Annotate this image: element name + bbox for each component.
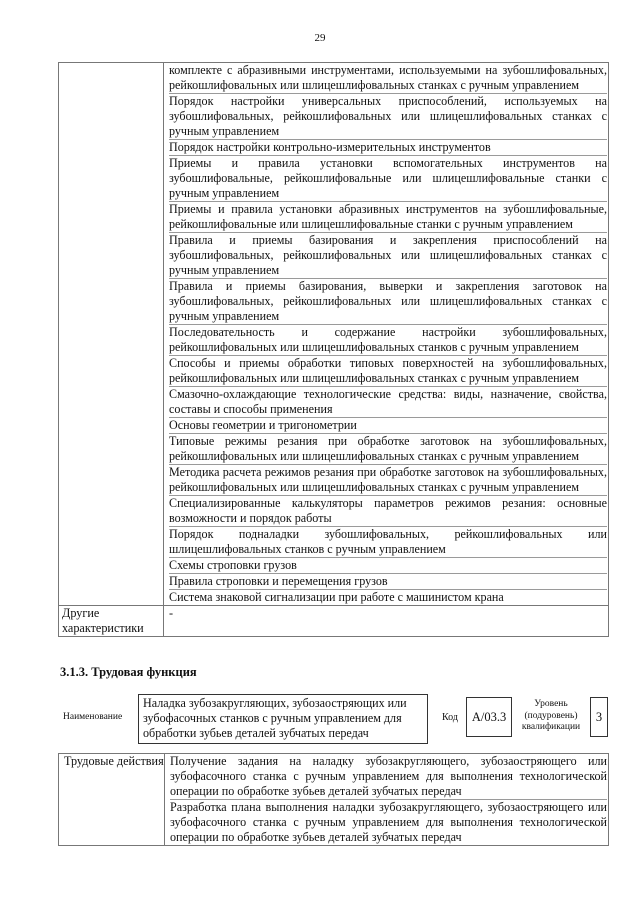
knowledge-item: Смазочно-охлаждающие технологические средства: виды, назначение, свойства, составы и способы применения [169,387,607,416]
function-code-label: Код [442,712,458,723]
section-title: 3.1.3. Трудовая функция [60,665,197,679]
knowledge-item: Приемы и правила установки вспомогательных инструментов на зубошлифовальные, рейкошлифовальные или шлицешлифовальные станки с ручным управлением [169,156,607,200]
knowledge-item: Приемы и правила установки абразивных инструментов на зубошлифовальные, рейкошлифовальные или шлицешлифовальные станки с ручным управлением [169,202,607,231]
knowledge-item: Правила и приемы базирования и закрепления приспособлений на зубошлифовальных, рейкошлифовальных или шлицешлифовальных станках с ручным управлением [169,233,607,277]
other-characteristics-label: Другие характеристики [59,606,164,637]
knowledge-items-cell [164,63,609,606]
knowledge-item: Порядок настройки контрольно-измерительных инструментов [169,140,607,156]
page-number: 29 [314,32,326,44]
knowledge-item: Последовательность и содержание настройки зубошлифовальных, рейкошлифовальных или шлицешлифовальных станков с ручным управлением [169,325,607,354]
knowledge-item: Порядок настройки универсальных приспособлений, используемых на зубошлифовальных, рейкошлифовальных или шлицешлифовальных станках с ручным управлением [169,94,607,138]
knowledge-item: Основы геометрии и тригонометрии [169,418,607,434]
knowledge-item: Порядок подналадки зубошлифовальных, рейкошлифовальных или шлицешлифовальных станков с ручным управлением [169,527,607,556]
knowledge-table [58,62,609,637]
qualification-level-label: Уровень (подуровень) квалификации [521,699,581,732]
qualification-level-box: 3 [590,697,608,737]
knowledge-item: Правила строповки и перемещения грузов [169,574,607,590]
labor-actions-cell [165,754,609,846]
labor-action-item: Разработка плана выполнения наладки зубозакругляющего, зубозаостряющего или зубофасочного станка с ручным управлением для выполнения технологической операции по обработке зубьев деталей зубчатых передач [170,800,607,844]
labor-action-item: Получение задания на наладку зубозакругляющего, зубозаостряющего или зубофасочного станка с ручным управлением для выполнения технологической операции по обработке зубьев деталей зубчатых передач [170,754,607,798]
function-name-box: Наладка зубозакругляющих, зубозаостряющих или зубофасочных станков с ручным управлением для обработки зубьев деталей зубчатых передач [138,694,428,744]
knowledge-item: комплекте с абразивными инструментами, используемыми на зубошлифовальных, рейкошлифовальных или шлицешлифовальных станках с ручным управлением [169,63,607,92]
function-code-box: А/03.3 [466,697,512,737]
knowledge-label-cell [59,63,164,606]
knowledge-item: Система знаковой сигнализации при работе с машинистом крана [169,590,504,604]
knowledge-item: Правила и приемы базирования, выверки и закрепления заготовок на зубошлифовальных, рейкошлифовальных или шлицешлифовальных станках с ручным управлением [169,279,607,323]
other-characteristics-value: - [164,606,609,637]
knowledge-item: Специализированные калькуляторы параметров режимов резания: основные возможности и порядок работы [169,496,607,525]
function-name-label: Наименование [63,712,123,722]
labor-actions-label: Трудовые действия [59,754,165,846]
knowledge-item: Способы и приемы обработки типовых поверхностей на зубошлифовальных, рейкошлифовальных или шлицешлифовальных станках с ручным управлением [169,356,607,385]
knowledge-item: Схемы строповки грузов [169,558,607,574]
knowledge-item: Методика расчета режимов резания при обработке заготовок на зубошлифовальных, рейкошлифовальных или шлицешлифовальных станках с ручным управлением [169,465,607,494]
labor-actions-table [58,753,609,846]
knowledge-item: Типовые режимы резания при обработке заготовок на зубошлифовальных, рейкошлифовальных или шлицешлифовальных станках с ручным управлением [169,434,607,463]
